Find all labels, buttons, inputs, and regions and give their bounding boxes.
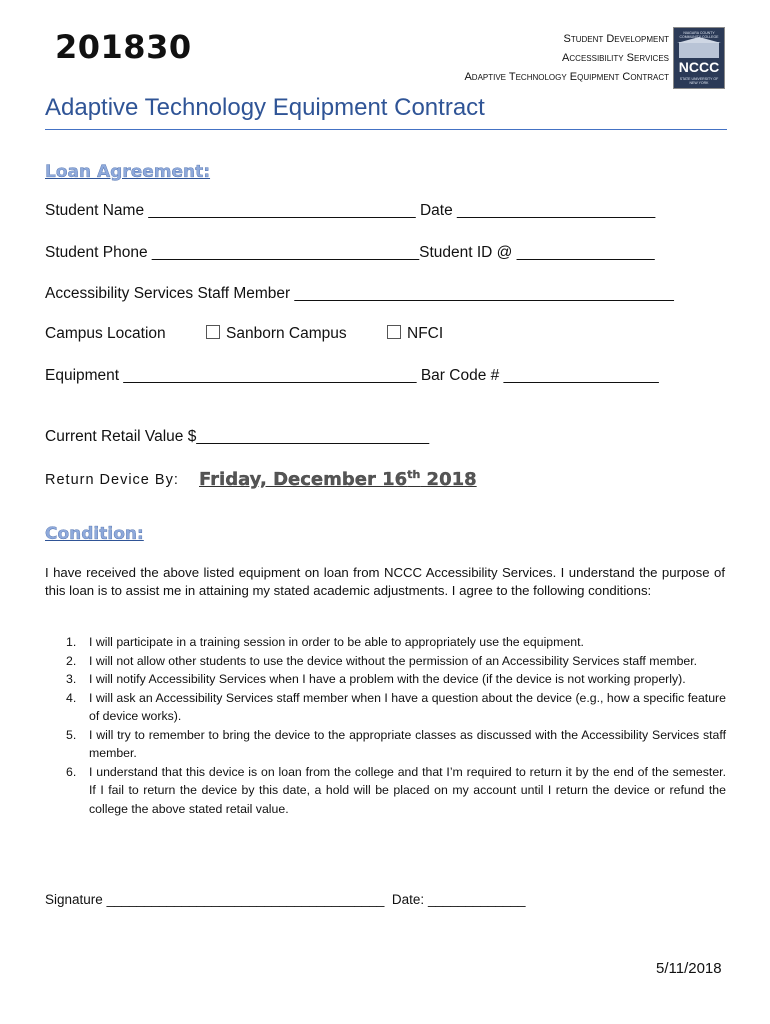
nfci-option[interactable]	[387, 325, 443, 343]
student-name-row	[45, 202, 655, 220]
date-field[interactable]: _______________________	[457, 202, 656, 219]
equipment-label: Equipment	[45, 367, 120, 384]
list-item-text: I will ask an Accessibility Services staff member when I have a question about the device (e.g., how a specific feature of device works).	[89, 690, 726, 723]
list-number: 2.	[66, 653, 77, 668]
bar-code-label: Bar Code #	[420, 367, 500, 384]
list-item	[66, 689, 726, 726]
list-item	[66, 633, 726, 652]
staff-member-field[interactable]: ____________________________________________	[294, 285, 674, 302]
signature-field[interactable]: _____________________________________	[106, 892, 385, 907]
signature-date-label: Date:	[391, 892, 425, 907]
condition-paragraph: I have received the above listed equipment on loan from NCCC Accessibility Services. I understand the purpose of this loan is to assist me in attaining my stated academic adjustments. I agree to the following conditions:	[45, 565, 725, 598]
header-document: Adaptive Technology Equipment Contract	[464, 71, 669, 83]
retail-value-row	[45, 428, 429, 446]
student-phone-label: Student Phone	[45, 244, 148, 261]
form-number: 201830	[55, 28, 192, 66]
return-date-text: Friday, December 16	[199, 469, 408, 490]
list-item-text: I will notify Accessibility Services when I have a problem with the device (if the device is not working properly).	[89, 672, 686, 686]
equipment-field[interactable]: __________________________________	[123, 367, 417, 384]
nfci-label: NFCI	[407, 325, 444, 342]
loan-agreement-heading: Loan Agreement:	[45, 162, 211, 182]
condition-heading: Condition:	[45, 524, 144, 544]
bar-code-field[interactable]: __________________	[503, 367, 659, 384]
staff-member-row	[45, 285, 674, 303]
list-item	[66, 726, 726, 763]
student-phone-row	[45, 244, 655, 262]
staff-member-label: Accessibility Services Staff Member	[45, 285, 291, 302]
footer-date: 5/11/2018	[656, 960, 722, 977]
nccc-logo	[673, 27, 725, 89]
sanborn-campus-option[interactable]	[206, 325, 347, 343]
list-item-text: I understand that this device is on loan from the college and that I’m required to return it by the end of the semester. If I fail to return the device by this date, a hold will be placed on my account until I return the device or refund the college the above stated retail value.	[89, 764, 726, 816]
signature-date-field[interactable]: _____________	[427, 892, 526, 907]
list-number: 1.	[66, 635, 77, 649]
list-item-text: I will not allow other students to use the device without the permission of an Accessibility Services staff member.	[89, 653, 698, 668]
list-item	[66, 670, 726, 689]
nfci-checkbox[interactable]	[387, 325, 401, 339]
signature-row	[45, 892, 526, 907]
student-name-label: Student Name	[45, 202, 145, 219]
equipment-row	[45, 367, 659, 385]
page-title: Adaptive Technology Equipment Contract	[45, 94, 485, 121]
list-number: 6.	[66, 764, 77, 779]
student-id-label: Student ID @	[419, 244, 513, 261]
header-office: Accessibility Services	[562, 52, 669, 64]
building-icon	[679, 42, 719, 58]
return-date-suffix: th	[407, 468, 421, 481]
header-department: Student Development	[563, 33, 669, 45]
conditions-list	[66, 633, 726, 818]
logo-college-name: NIAGARA COUNTY	[683, 31, 715, 35]
campus-location-label: Campus Location	[45, 325, 166, 342]
student-id-field[interactable]: ________________	[516, 244, 655, 261]
title-divider	[45, 129, 727, 130]
sanborn-campus-label: Sanborn Campus	[226, 325, 347, 342]
logo-suny: STATE UNIVERSITY OF NEW YORK	[679, 76, 719, 85]
student-phone-field[interactable]: _______________________________	[151, 244, 420, 261]
list-item-text: I will participate in a training session in order to be able to appropriately use the equipment.	[89, 635, 584, 649]
retail-value-field[interactable]: ___________________________	[196, 428, 430, 445]
signature-label: Signature	[45, 892, 103, 907]
list-number: 5.	[66, 727, 77, 742]
list-item	[66, 652, 726, 671]
student-name-field[interactable]: _______________________________	[148, 202, 416, 219]
list-number: 4.	[66, 690, 77, 705]
return-date-value	[199, 468, 477, 490]
sanborn-campus-checkbox[interactable]	[206, 325, 220, 339]
list-item-text: I will try to remember to bring the device to the appropriate classes as discussed with the Accessibility Services staff member.	[89, 727, 726, 760]
list-item	[66, 763, 726, 819]
return-device-label: Return Device By:	[45, 472, 179, 488]
list-number: 3.	[66, 672, 77, 686]
logo-acronym: NCCC	[678, 59, 720, 76]
return-date-year: 2018	[420, 469, 477, 490]
date-label: Date	[419, 202, 453, 219]
retail-value-label: Current Retail Value $	[45, 428, 197, 445]
